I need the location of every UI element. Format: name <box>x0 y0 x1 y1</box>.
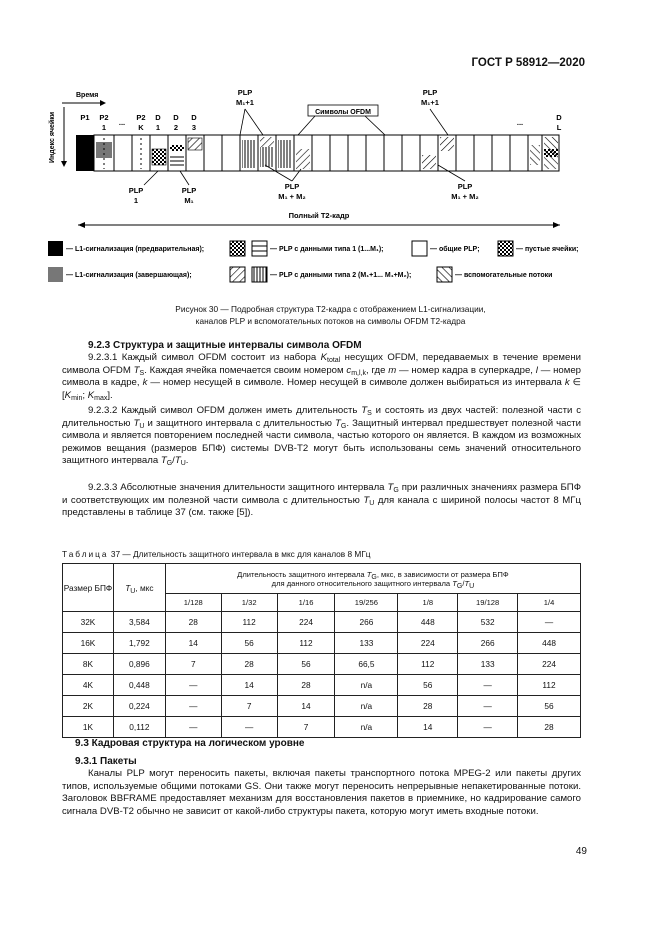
fraction-header: 1/128 <box>165 594 221 612</box>
paragraph-9231: 9.2.3.1 Каждый символ OFDM состоит из набора $K_{total}$ несущих OFDM, передаваемых в течение времени символа OFDM $T_S$. Каждая ячейка помечается своим номером $c_{m,l,k}$, где m — номер кадра в суперкадре, l — номер символа в кадре, k — номер несущей в символе. Номер несущей в символе должен выбираться из интервала k ∈ [$K_{min}$; $K_{max}$]. <box>62 352 582 402</box>
fft-cell: 2K <box>63 696 114 717</box>
tu-cell: 3,584 <box>113 612 165 633</box>
value-cell: 7 <box>221 696 277 717</box>
time-axis <box>62 92 106 106</box>
plp-top-2: PLP <box>422 88 438 97</box>
value-cell: 266 <box>335 612 398 633</box>
plp-bot-2-sub: M₁ <box>184 196 194 205</box>
t2-frame-diagram <box>40 85 640 305</box>
value-cell: 266 <box>458 633 518 654</box>
plp-bot-2: PLP <box>181 186 197 195</box>
plp-bot-3-sub: M₁ + M₂ <box>278 192 306 201</box>
col-p2-1: P2 <box>99 113 109 122</box>
full-frame-label: Полный T2-кадр <box>288 211 350 220</box>
col-d2-sub: 2 <box>173 123 179 132</box>
legend-plp-type1: — PLP с данными типа 1 (1...M₁); <box>270 246 384 253</box>
value-cell: — <box>518 612 581 633</box>
table-row <box>63 633 581 654</box>
fraction-header: 1/16 <box>277 594 335 612</box>
table-row <box>63 717 581 738</box>
header-fft-size: Размер БПФ <box>63 564 114 612</box>
fraction-header: 1/4 <box>518 594 581 612</box>
value-cell: 66,5 <box>335 654 398 675</box>
value-cell: 56 <box>221 633 277 654</box>
legend-aux: — вспомогательные потоки <box>455 272 553 279</box>
plp-top-2-sub: M₁+1 <box>421 98 439 107</box>
plp-bot-3: PLP <box>284 182 300 191</box>
value-cell: — <box>458 696 518 717</box>
paragraph-9232: 9.2.3.2 Каждый символ OFDM должен иметь длительность $T_S$ и состоять из двух частей: полезной части с длительностью $T_U$ и защитного интервала с длительностью $T_G$. Защитный интервал предшествует полезной части символа и является повторением последней части символа, частью которого он является. В каждом из возможных режимов вещания (размеров БПФ) системы DVB-T2 могут быть использованы семь значений относительного защитного интервала $T_G/T_U$. <box>62 405 582 468</box>
figure-caption-line1: Рисунок 30 — Подробная структура T2-кадра с отображением L1-сигнализации, <box>175 304 486 314</box>
value-cell: 112 <box>398 654 458 675</box>
header-guard-group: Длительность защитного интервала $T_G$, мкс, в зависимости от размера БПФ для данного относительного защитного интервала $T_G/T_U$ <box>165 564 580 594</box>
legend <box>48 241 579 282</box>
page-number: 49 <box>575 846 587 857</box>
value-cell: 224 <box>518 654 581 675</box>
col-d3-sub: 3 <box>191 123 197 132</box>
tu-cell: 0,112 <box>113 717 165 738</box>
plp-bot-4: PLP <box>457 182 473 191</box>
plp-top-1: PLP <box>237 88 253 97</box>
value-cell: 28 <box>165 612 221 633</box>
value-cell: 112 <box>518 675 581 696</box>
tu-cell: 1,792 <box>113 633 165 654</box>
fraction-header: 19/128 <box>458 594 518 612</box>
fft-cell: 4K <box>63 675 114 696</box>
value-cell: 133 <box>335 633 398 654</box>
table-row <box>63 654 581 675</box>
frame-blocks <box>76 135 559 171</box>
legend-empty: — пустые ячейки; <box>516 246 579 253</box>
value-cell: n/a <box>335 675 398 696</box>
col-d3: D <box>191 113 197 122</box>
value-cell: — <box>458 675 518 696</box>
value-cell: 224 <box>398 633 458 654</box>
col-dots: ... <box>118 118 126 127</box>
value-cell: 28 <box>277 675 335 696</box>
value-cell: 448 <box>518 633 581 654</box>
value-cell: 112 <box>277 633 335 654</box>
value-cell: 7 <box>165 654 221 675</box>
col-dl-sub: L <box>556 123 562 132</box>
plp-bot-1: PLP <box>128 186 144 195</box>
value-cell: 448 <box>398 612 458 633</box>
section-title-93: 9.3 Кадровая структура на логическом уровне <box>75 738 305 749</box>
legend-l1pre: — L1-сигнализация (предварительная); <box>66 246 205 253</box>
value-cell: 532 <box>458 612 518 633</box>
fraction-header: 19/256 <box>335 594 398 612</box>
value-cell: 224 <box>277 612 335 633</box>
col-p2-1-sub: 1 <box>101 123 107 132</box>
value-cell: — <box>165 696 221 717</box>
top-labels <box>236 88 448 135</box>
fft-cell: 1K <box>63 717 114 738</box>
legend-plp-type2: — PLP с данными типа 2 (M₁+1... M₁+M₂); <box>270 272 412 279</box>
fraction-header: 1/8 <box>398 594 458 612</box>
value-cell: n/a <box>335 696 398 717</box>
col-d1: D <box>155 113 161 122</box>
value-cell: 14 <box>398 717 458 738</box>
fft-cell: 32K <box>63 612 114 633</box>
value-cell: 56 <box>277 654 335 675</box>
figure-caption-line2: каналов PLP и вспомогательных потоков на символы OFDM T2-кадра <box>195 316 466 326</box>
value-cell: — <box>165 717 221 738</box>
paragraph-9233: 9.2.3.3 Абсолютные значения длительности защитного интервала $T_G$ при различных значениях размера БПФ и соответствующих им полезной части символа с длительностью $T_U$ для канала с шириной полосы частот 8 МГц представлены в таблице 37 (см. также [5]). <box>62 482 581 519</box>
col-dots-2: ... <box>516 118 524 127</box>
value-cell: 7 <box>277 717 335 738</box>
plp-bot-1-sub: 1 <box>133 196 139 205</box>
section-title-923: 9.2.3 Структура и защитные интервалы символа OFDM <box>88 340 362 351</box>
value-cell: 14 <box>277 696 335 717</box>
fft-cell: 8K <box>63 654 114 675</box>
value-cell: 28 <box>518 717 581 738</box>
table-row <box>63 612 581 633</box>
value-cell: 133 <box>458 654 518 675</box>
col-d1-sub: 1 <box>155 123 161 132</box>
header-tu: $T_U$, мкс <box>113 564 165 612</box>
col-p1: P1 <box>80 113 90 122</box>
time-axis-label: Время <box>76 92 99 99</box>
fft-cell: 16K <box>63 633 114 654</box>
tu-cell: 0,896 <box>113 654 165 675</box>
guard-interval-table <box>62 563 581 738</box>
col-p2-k: P2 <box>136 113 146 122</box>
value-cell: n/a <box>335 717 398 738</box>
fraction-header: 1/32 <box>221 594 277 612</box>
col-d2: D <box>173 113 179 122</box>
table-caption: Таблица 37 — Длительность защитного интервала в мкс для каналов 8 МГц <box>62 549 371 559</box>
value-cell: 14 <box>165 633 221 654</box>
value-cell: 28 <box>398 696 458 717</box>
value-cell: 56 <box>398 675 458 696</box>
value-cell: 56 <box>518 696 581 717</box>
standard-header: ГОСТ Р 58912—2020 <box>471 57 585 69</box>
plp-bot-4-sub: M₁ + M₂ <box>451 192 479 201</box>
value-cell: 28 <box>221 654 277 675</box>
legend-l1post: — L1-сигнализация (завершающая); <box>66 272 192 279</box>
value-cell: 14 <box>221 675 277 696</box>
paragraph-931: Каналы PLP могут переносить пакеты, включая пакеты транспортного потока MPEG-2 или пакеты других типов, используемые общими потоками GS. Они также могут переносить непрерывные непакетированные потоки. Заголовок BBFRAME предоставляет механизм для восстановления пакетов в приемнике, но кадрирование самого сигнала DVB-T2 обычно не зависит от какой-либо структуры пакета, которую могут иметь входные потоки. <box>62 768 581 817</box>
ofdm-symbols-label: Символы OFDM <box>315 109 371 116</box>
plp-top-1-sub: M₁+1 <box>236 98 254 107</box>
tu-cell: 0,224 <box>113 696 165 717</box>
col-p2-k-sub: K <box>138 123 144 132</box>
cell-index-axis-label: Индекс ячейки <box>49 112 56 163</box>
cell-index-axis <box>48 107 67 167</box>
tu-cell: 0,448 <box>113 675 165 696</box>
col-dl: D <box>556 113 562 122</box>
full-frame-span <box>78 211 560 228</box>
table-row <box>63 696 581 717</box>
table-row <box>63 675 581 696</box>
figure-caption <box>40 303 621 327</box>
value-cell: — <box>458 717 518 738</box>
value-cell: — <box>221 717 277 738</box>
subsection-title-931: 9.3.1 Пакеты <box>75 756 137 767</box>
legend-common-plp: — общие PLP; <box>430 246 480 253</box>
value-cell: 112 <box>221 612 277 633</box>
value-cell: — <box>165 675 221 696</box>
